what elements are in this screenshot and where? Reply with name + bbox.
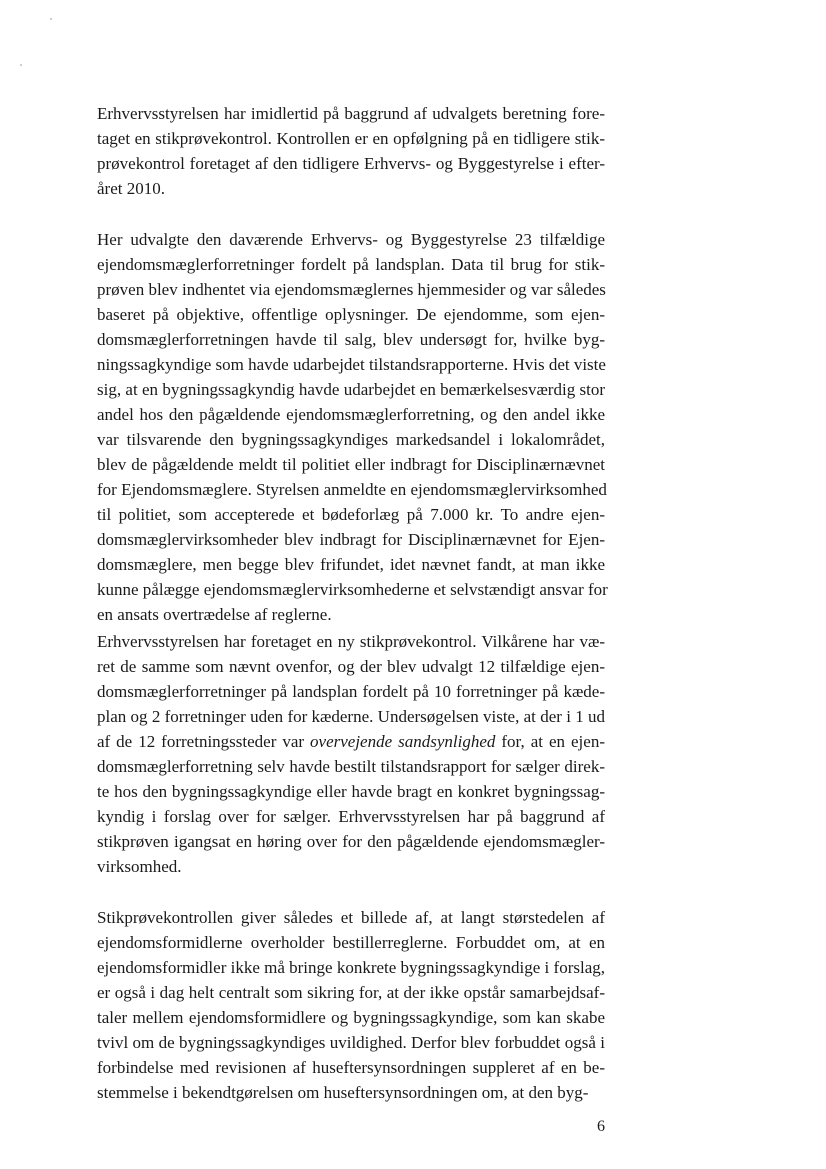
text-line: domsmæglerforretning selv havde bestilt tilstandsrapport for sælger direk-	[97, 757, 605, 776]
emphasized-phrase: overvejende sandsynlighed	[310, 732, 496, 751]
text-line: plan og 2 forretninger uden for kæderne. Undersøgelsen viste, at der i 1 ud	[97, 707, 605, 726]
scan-speck	[50, 18, 52, 20]
text-line: stemmelse i bekendtgørelsen om huseftersynsordningen om, at den byg-	[97, 1083, 589, 1102]
text-line: ejendomsformidler ikke må bringe konkrete bygningssagkyndige i forslag,	[97, 958, 605, 977]
paragraph-conclusion	[97, 905, 605, 1105]
text-line: kunne pålægge ejendomsmæglervirksomhederne et selvstændigt ansvar for	[97, 580, 608, 599]
text-line: baseret på objektive, offentlige oplysninger. De ejendomme, som ejen-	[97, 305, 605, 324]
text-line: ejendomsmæglerforretninger fordelt på landsplan. Data til brug for stik-	[97, 255, 605, 274]
text-line: året 2010.	[97, 179, 165, 198]
paragraph-new-control	[97, 629, 605, 879]
paragraph-stikproevekontrol-intro	[97, 101, 605, 201]
text-line: blev de pågældende meldt til politiet eller indbragt for Disciplinærnævnet	[97, 455, 605, 474]
text-line: Erhvervsstyrelsen har imidlertid på baggrund af udvalgets beretning fore-	[97, 104, 605, 123]
text-line: Stikprøvekontrollen giver således et billede af, at langt størstedelen af	[97, 908, 605, 927]
text-line: til politiet, som accepterede et bødeforlæg på 7.000 kr. To andre ejen-	[97, 505, 605, 524]
text-line: stikprøven igangsat en høring over for den pågældende ejendomsmægler-	[97, 832, 605, 851]
text-line: prøven blev indhentet via ejendomsmæglernes hjemmesider og var således	[97, 280, 606, 299]
text-line: domsmæglerforretninger på landsplan fordelt på 10 forretninger på kæde-	[97, 682, 605, 701]
text-line: Her udvalgte den daværende Erhvervs- og Byggestyrelse 23 tilfældige	[97, 230, 605, 249]
text-line: tvivl om de bygningssagkyndiges uvildighed. Derfor blev forbuddet også i	[97, 1033, 605, 1052]
scan-speck	[20, 64, 22, 66]
text-line: Erhvervsstyrelsen har foretaget en ny stikprøvekontrol. Vilkårene har væ-	[97, 632, 605, 651]
text-line: ejendomsformidlerne overholder bestillerreglerne. Forbuddet om, at en	[97, 933, 605, 952]
text-line: domsmæglerforretningen havde til salg, blev undersøgt for, hvilke byg-	[97, 330, 605, 349]
text-line: for Ejendomsmæglere. Styrelsen anmeldte en ejendomsmæglervirksomhed	[97, 480, 607, 499]
text-line: en ansats overtrædelse af reglerne.	[97, 605, 332, 624]
text-line: prøvekontrol foretaget af den tidligere Erhvervs- og Byggestyrelse i efter-	[97, 154, 605, 173]
text-line: andel hos den pågældende ejendomsmæglerforretning, og den andel ikke	[97, 405, 605, 424]
text-line: ningssagkyndige som havde udarbejdet tilstandsrapporterne. Hvis det viste	[97, 355, 606, 374]
text-line: forbindelse med revisionen af huseftersynsordningen suppleret af en be-	[97, 1058, 605, 1077]
text-line: af de 12 forretningssteder var overvejende sandsynlighed for, at en ejen-	[97, 732, 605, 751]
text-line: er også i dag helt centralt som sikring for, at der ikke opstår samarbejdsaf-	[97, 983, 605, 1002]
text-line: taler mellem ejendomsformidlere og bygningssagkyndige, som kan skabe	[97, 1008, 605, 1027]
text-line: var tilsvarende den bygningssagkyndiges markedsandel i lokalområdet,	[97, 430, 605, 449]
paragraph-previous-control	[97, 227, 608, 627]
text-line: kyndig i forslag over for sælger. Erhvervsstyrelsen har på baggrund af	[97, 807, 605, 826]
text-line: ret de samme som nævnt ovenfor, og der blev udvalgt 12 tilfældige ejen-	[97, 657, 605, 676]
text-line: sig, at en bygningssagkyndig havde udarbejdet en bemærkelsesværdig stor	[97, 380, 605, 399]
text-line: taget en stikprøvekontrol. Kontrollen er en opfølgning på en tidligere stik-	[97, 129, 605, 148]
text-line: virksomhed.	[97, 857, 182, 876]
text-line: domsmæglervirksomheder blev indbragt for Disciplinærnævnet for Ejen-	[97, 530, 605, 549]
text-line: te hos den bygningssagkyndige eller havde bragt en konkret bygningssag-	[97, 782, 605, 801]
text-line: domsmæglere, men begge blev frifundet, idet nævnet fandt, at man ikke	[97, 555, 605, 574]
page-number: 6	[597, 1118, 605, 1135]
